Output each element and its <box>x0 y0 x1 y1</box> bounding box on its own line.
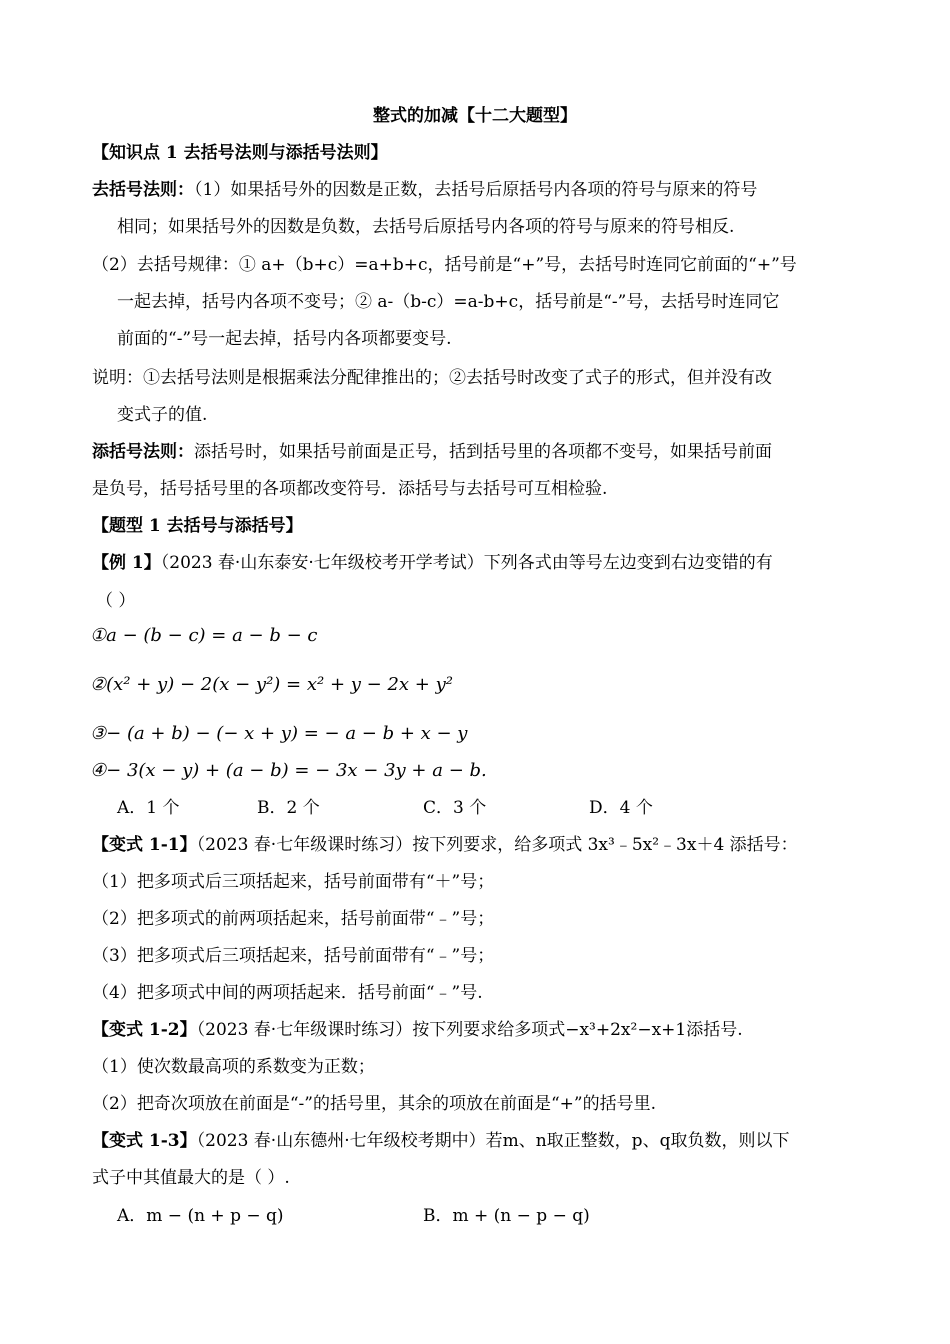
variant-1-2-q2: （2）把奇次项放在前面是“-”的括号里，其余的项放在前面是“+”的括号里. <box>92 1094 656 1114</box>
equation-4: ④− 3(x − y) + (a − b) = − 3x − 3y + a − b. <box>90 760 487 781</box>
variant-1-2-stem <box>92 1018 743 1042</box>
variant-1-1-q2: （2）把多项式的前两项括起来，括号前面带“﹣”号； <box>92 909 495 929</box>
variant-1-1-text: （2023 春·七年级课时练习）按下列要求，给多项式 3x³﹣5x²﹣3x＋4 添括号： <box>196 835 798 855</box>
rule2-line1: （2）去括号规律：① a+（b+c）=a+b+c，括号前是“+”号，去括号时连同它前面的“+”号 <box>92 255 797 275</box>
variant-1-3-line2: 式子中其值最大的是（ ）. <box>92 1168 290 1188</box>
option-c: C．3 个 <box>423 798 487 818</box>
note-line2: 变式子的值. <box>117 405 208 425</box>
add-rule-line2: 是负号，括号括号里的各项都改变符号．添括号与去括号可互相检验. <box>92 479 608 499</box>
variant-1-1-label: 【变式 1-1】 <box>92 835 197 855</box>
variant-1-1-q4: （4）把多项式中间的两项括起来．括号前面“﹣”号. <box>92 983 483 1003</box>
variant-1-2-text: （2023 春·七年级课时练习）按下列要求给多项式−x³+2x²−x+1添括号. <box>196 1020 743 1040</box>
variant-1-3-stem <box>92 1129 789 1153</box>
example1-stem <box>92 551 773 575</box>
variant-1-3-text: （2023 春·山东德州·七年级校考期中）若m、n取正整数，p、q取负数，则以下 <box>196 1131 790 1151</box>
add-rule-line1 <box>92 440 772 464</box>
page-title: 整式的加减【十二大题型】 <box>373 106 577 126</box>
rule-text-line2: 相同；如果括号外的因数是负数，去括号后原括号内各项的符号与原来的符号相反. <box>117 217 735 237</box>
variant-1-2-label: 【变式 1-2】 <box>92 1020 197 1040</box>
type1-header: 【题型 1 去括号与添括号】 <box>92 516 303 536</box>
variant-1-1-stem <box>92 833 798 857</box>
example1-label: 【例 1】 <box>92 553 161 573</box>
variant-1-3-option-b: B．m + (n − p − q) <box>423 1206 590 1226</box>
add-rule-label: 添括号法则： <box>92 442 194 462</box>
rule-paragraph-line1 <box>92 178 757 202</box>
variant-1-3-label: 【变式 1-3】 <box>92 1131 197 1151</box>
rule2-line3: 前面的“-”号一起去掉，括号内各项都要变号. <box>117 329 452 349</box>
rule-label: 去括号法则： <box>92 180 194 200</box>
option-a: A．1 个 <box>117 798 180 818</box>
variant-1-3-option-a: A．m − (n + p − q) <box>117 1206 284 1226</box>
equation-3: ③− (a + b) − (− x + y) = − a − b + x − y <box>90 723 468 744</box>
option-b: B．2 个 <box>257 798 320 818</box>
note-line1: 说明：①去括号法则是根据乘法分配律推出的；②去括号时改变了式子的形式，但并没有改 <box>92 368 772 388</box>
variant-1-1-q1: （1）把多项式后三项括起来，括号前面带有“＋”号； <box>92 872 495 892</box>
example1-text: （2023 春·山东泰安·七年级校考开学考试）下列各式由等号左边变到右边变错的有 <box>160 553 773 573</box>
variant-1-1-q3: （3）把多项式后三项括起来，括号前面带有“﹣”号； <box>92 946 495 966</box>
rule-text-line1: （1）如果括号外的因数是正数，去括号后原括号内各项的符号与原来的符号 <box>194 180 758 200</box>
equation-1: ①a − (b − c) = a − b − c <box>90 625 318 646</box>
knowledge-header: 【知识点 1 去括号法则与添括号法则】 <box>92 143 388 163</box>
rule2-line2: 一起去掉，括号内各项不变号；② a-（b-c）=a-b+c，括号前是“-”号，去括号时连同它 <box>117 292 780 312</box>
example1-answer-paren: （ ） <box>96 591 136 611</box>
option-d: D．4 个 <box>589 798 653 818</box>
variant-1-2-q1: （1）使次数最高项的系数变为正数； <box>92 1057 375 1077</box>
equation-2: ②(x² + y) − 2(x − y²) = x² + y − 2x + y² <box>90 674 453 695</box>
add-rule-text-line1: 添括号时，如果括号前面是正号，括到括号里的各项都不变号，如果括号前面 <box>194 442 772 462</box>
